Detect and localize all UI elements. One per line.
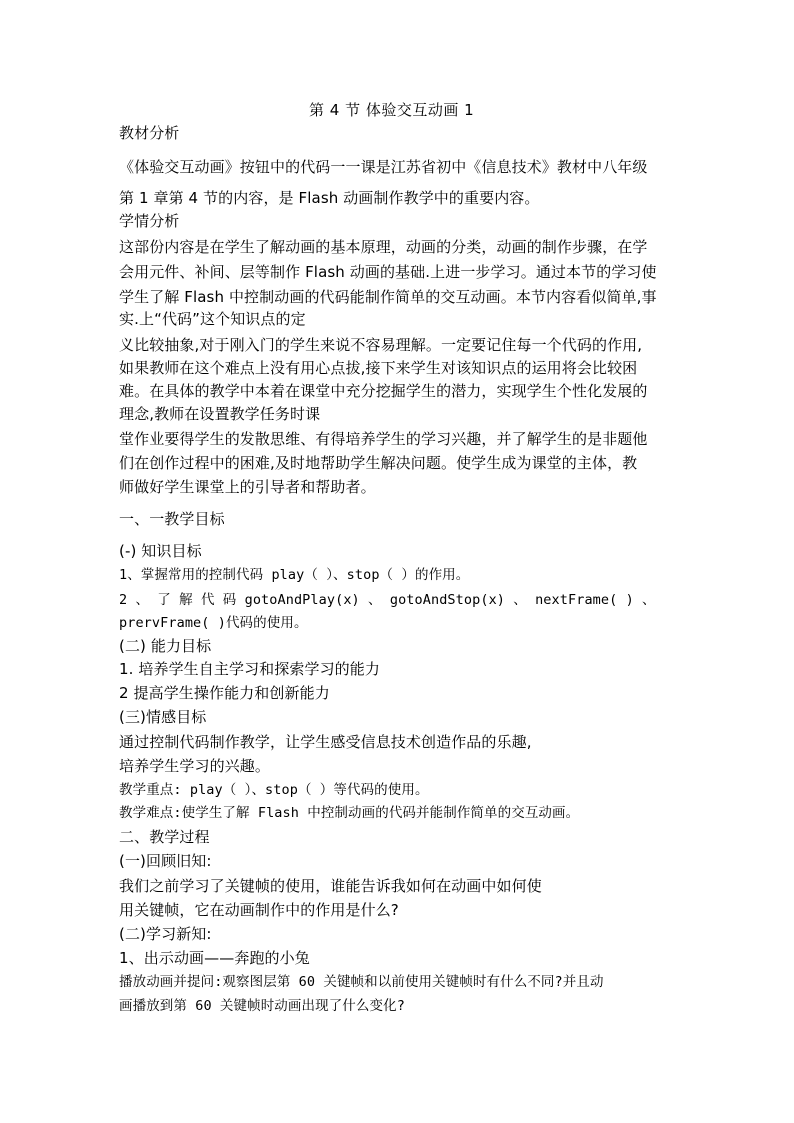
section-heading-student-analysis: 学情分析	[119, 212, 180, 230]
paragraph-line: 播放动画并提问:观察图层第 60 关键帧和以前使用关键帧时有什么不同?并且动	[119, 974, 604, 990]
document-title: 第 4 节 体验交互动画 1	[309, 101, 475, 119]
subheading-new-knowledge: (二)学习新知:	[119, 925, 212, 943]
paragraph-line: 培养学生学习的兴趣。	[119, 757, 271, 775]
list-item: 1. 培养学生自主学习和探索学习的能力	[119, 660, 380, 678]
paragraph-line: 通过控制代码制作教学，让学生感受信息技术创造作品的乐趣,	[119, 733, 532, 751]
paragraph-line: 《体验交互动画》按钮中的代码一一课是江苏省初中《信息技术》教材中八年级	[119, 158, 648, 176]
list-item: 1、出示动画——奔跑的小兔	[119, 949, 310, 967]
paragraph-line: 学生了解 Flash 中控制动画的代码能制作简单的交互动画。本节内容看似简单,事	[119, 288, 657, 306]
paragraph-line: 堂作业要得学生的发散思维、有得培养学生的学习兴趣，并了解学生的是非题他	[119, 430, 648, 448]
section-heading-teaching-process: 二、教学过程	[119, 828, 210, 846]
list-item: 2 提高学生操作能力和创新能力	[119, 684, 330, 702]
key-points-line: 教学重点: play（ ）、stop（ ）等代码的使用。	[119, 782, 429, 798]
paragraph-line: 第 1 章第 4 节的内容，是 Flash 动画制作教学中的重要内容。	[119, 189, 540, 207]
paragraph-line: 难。在具体的教学中本着在课堂中充分挖掘学生的潜力，实现学生个性化发展的	[119, 382, 648, 400]
paragraph-line: 义比较抽象,对于刚入门的学生来说不容易理解。一定要记住每一个代码的作用,	[119, 336, 643, 354]
paragraph-line: 师做好学生课堂上的引导者和帮助者。	[119, 478, 376, 496]
paragraph-line: 如果教师在这个难点上没有用心点拔,接下来学生对该知识点的运用将会比较困	[119, 359, 638, 377]
paragraph-line: 用关键帧，它在动画制作中的作用是什么?	[119, 901, 399, 919]
section-heading-textbook-analysis: 教材分析	[119, 124, 180, 142]
list-item: 2 、 了 解 代 码 gotoAndPlay(x) 、 gotoAndStop(x) 、 nextFrame( ) 、	[119, 592, 656, 608]
paragraph-line: 理念,教师在设置教学任务时课	[119, 405, 321, 423]
paragraph-line: 们在创作过程中的困难,及时地帮助学生解决问题。使学生成为课堂的主体，教	[119, 454, 638, 472]
paragraph-line: 这部份内容是在学生了解动画的基本原理，动画的分类，动画的制作步骤，在学	[119, 238, 648, 256]
paragraph-line: 我们之前学习了关键帧的使用，谁能告诉我如何在动画中如何使	[119, 877, 542, 895]
paragraph-line: 画播放到第 60 关键帧时动画出现了什么变化?	[119, 998, 405, 1014]
subheading-emotion-goals: (三)情感目标	[119, 708, 207, 726]
subheading-knowledge-goals: (-) 知识目标	[119, 542, 202, 560]
list-item: prervFrame( )代码的使用。	[119, 615, 308, 631]
paragraph-line: 实.上“代码”这个知识点的定	[119, 310, 306, 328]
subheading-review: (一)回顾旧知:	[119, 852, 212, 870]
section-heading-teaching-goals: 一、一教学目标	[119, 510, 225, 528]
list-item: 1、掌握常用的控制代码 play（ ）、stop（ ）的作用。	[119, 567, 470, 583]
subheading-ability-goals: (二) 能力目标	[119, 637, 212, 655]
difficult-points-line: 教学难点:使学生了解 Flash 中控制动画的代码并能制作简单的交互动画。	[119, 805, 580, 821]
paragraph-line: 会用元件、补间、层等制作 Flash 动画的基础.上进一步学习。通过本节的学习使	[119, 263, 657, 281]
